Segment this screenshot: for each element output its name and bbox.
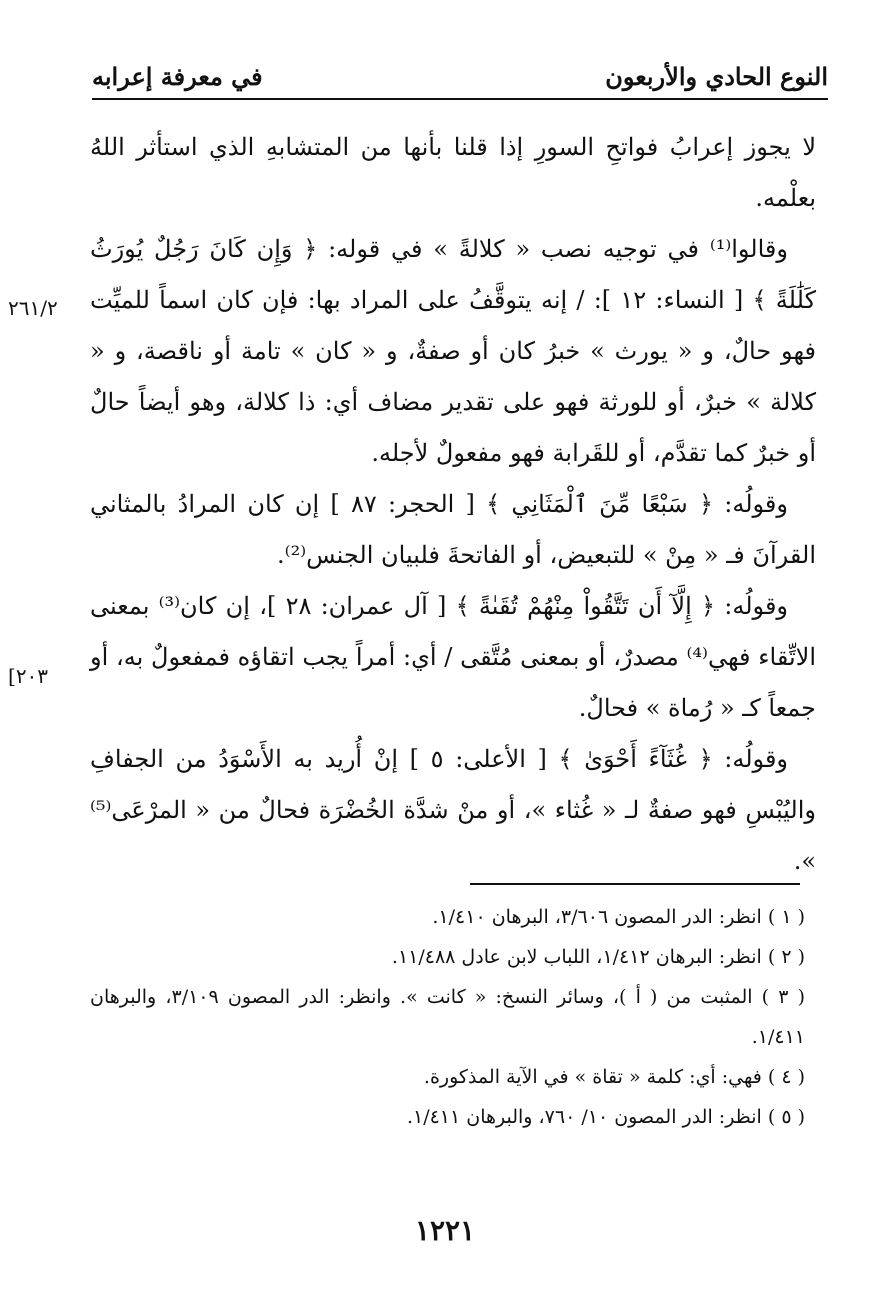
paragraph-2: وقالوا⁽¹⁾ في توجيه نصب « كلالةً » في قوله: ﴿ وَإِن كَانَ رَجُلٌ يُورَثُ كَلَٰلَةً ﴾ [ النساء: ١٢ ]: / إنه يتوقَّفُ على المراد بها: فإن كان اسماً للميِّت فهو حالٌ، و « يورث » خبرُ كان أو صفةٌ، و « كان » تامة أو ناقصة، و « كلالة » خبرٌ، أو للورثة فهو على تقدير مضاف أي: ذا كلالة، وهو أيضاً حالٌ أو خبرٌ كما تقدَّم، أو للقَرابة فهو مفعولٌ لأجله. bbox=[90, 235, 816, 467]
footnote-3: ( ٣ ) المثبت من ( أ )، وسائر النسخ: « كانت ». وانظر: الدر المصون ٣/١٠٩، والبرهان ١/٤١١. bbox=[90, 986, 805, 1048]
main-text bbox=[90, 122, 816, 887]
footnote-2: ( ٢ ) انظر: البرهان ١/٤١٢، اللباب لابن عادل ١١/٤٨٨. bbox=[391, 946, 805, 968]
paragraph-5: وقولُه: ﴿ غُثَآءً أَحْوَىٰ ﴾ [ الأعلى: ٥ ] إنْ أُريد به الأَسْوَدُ من الجفافِ واليُبْسِ فهو صفةٌ لـ « غُثاء »، أو منْ شدَّة الخُضْرَة فحالٌ من « المرْعَى⁽⁵⁾ ». bbox=[90, 745, 816, 875]
paragraph-1: لا يجوز إعرابُ فواتحِ السورِ إذا قلنا بأنها من المتشابهِ الذي استأثر اللهُ بعلْمه. bbox=[90, 133, 816, 212]
footnote-5: ( ٥ ) انظر: الدر المصون ١٠/ ٧٦٠، والبرهان ١/٤١١. bbox=[406, 1106, 805, 1128]
paragraph-4: وقولُه: ﴿ إِلَّآ أَن تَتَّقُواْ مِنْهُمْ تُقَىٰةً ﴾ [ آل عمران: ٢٨ ]، إن كان⁽³⁾ بمعنى الاتِّقاء فهي⁽⁴⁾ مصدرٌ، أو بمعنى مُتَّقى / أي: أمراً يجب اتقاؤه فمفعولٌ به، أو جمعاً كـ « رُماة » فحالٌ. bbox=[90, 592, 816, 722]
margin-reference-a: ٢٦١/٢ bbox=[8, 296, 58, 320]
header-rule bbox=[92, 98, 828, 100]
footnote-separator bbox=[470, 883, 800, 885]
paragraph-3: وقولُه: ﴿ سَبْعًا مِّنَ ٱلْمَثَانِي ﴾ [ الحجر: ٨٧ ] إن كان المرادُ بالمثاني القرآنَ فـ « مِنْ » للتبعيض، أو الفاتحةَ فلبيان الجنس⁽²⁾. bbox=[90, 490, 816, 569]
footnote-1: ( ١ ) انظر: الدر المصون ٣/٦٠٦، البرهان ١/٤١٠. bbox=[432, 906, 805, 928]
margin-reference-b: [٢٠٣ bbox=[8, 664, 49, 688]
chapter-title: النوع الحادي والأربعون bbox=[605, 62, 828, 91]
section-title: في معرفة إعرابه bbox=[92, 62, 263, 91]
page-number: ١٢٢١ bbox=[414, 1214, 476, 1247]
footnotes bbox=[90, 897, 805, 1137]
footnote-4: ( ٤ ) فهي: أي: كلمة « تقاة » في الآية المذكورة. bbox=[423, 1066, 805, 1088]
running-header bbox=[92, 56, 828, 96]
